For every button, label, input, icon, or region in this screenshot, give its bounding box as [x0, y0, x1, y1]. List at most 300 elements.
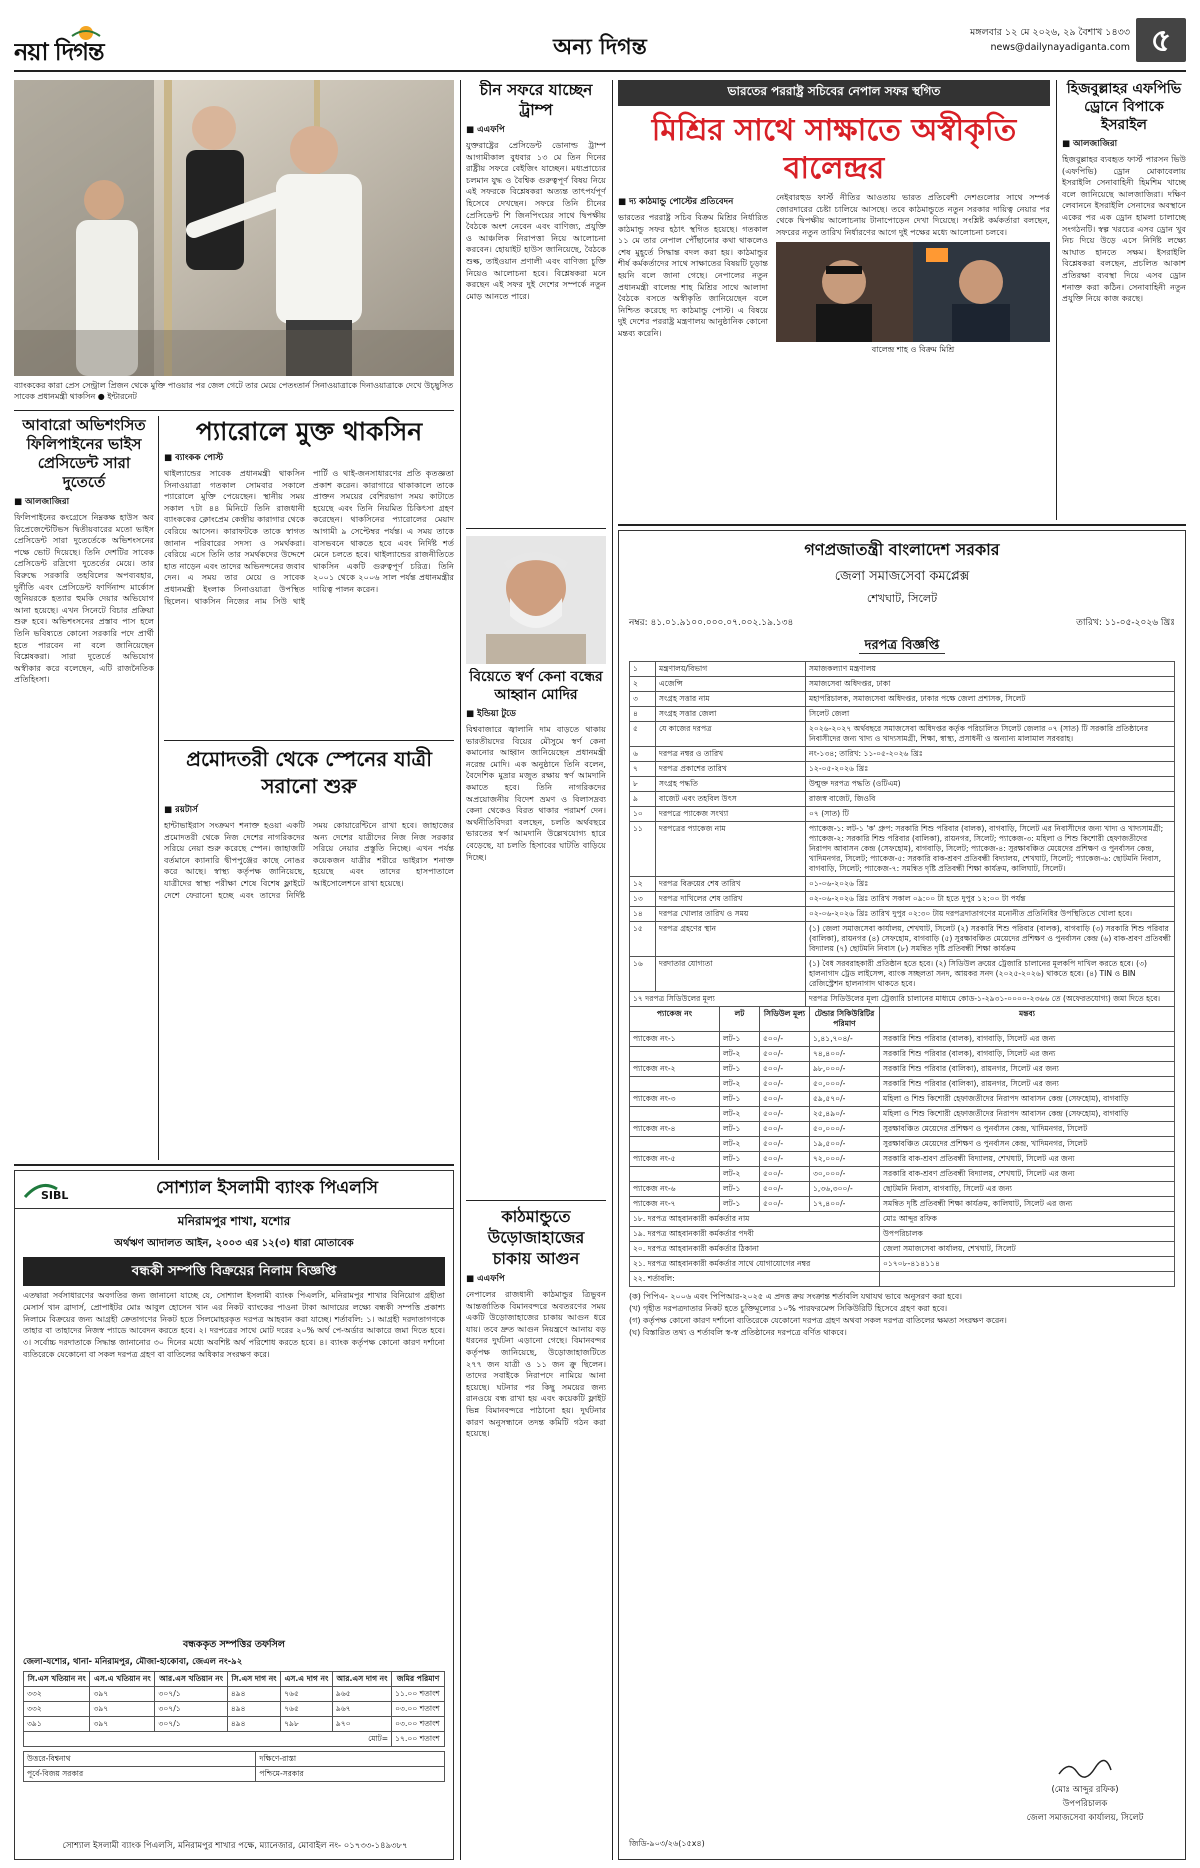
table-row [630, 747, 1175, 762]
table-cell: উপপরিচালক [880, 1227, 1175, 1242]
divider [164, 740, 454, 741]
table-cell: লট-২ [720, 1107, 760, 1122]
table-cell: সমাজকল্যাণ মন্ত্রণালয় [806, 662, 1175, 677]
trump-byline: ■ এএফপি [466, 125, 505, 135]
table-cell: মোঃ আব্দুর রফিক [880, 1212, 1175, 1227]
trump-headline: চীন সফরে যাচ্ছেন ট্রাম্প [479, 80, 593, 119]
boundary-south: দক্ষিণে-রাস্তা [256, 1752, 445, 1767]
spain-article [164, 746, 454, 1160]
table-header-cell: জমির পরিমাণ [392, 1672, 445, 1687]
table-cell: ১৯,৫০০/- [810, 1137, 880, 1152]
signer-office: জেলা সমাজসেবা কার্যালয়, সিলেট [1026, 1813, 1144, 1823]
table-cell: সরকারি বাক-শ্রবণ প্রতিবন্ধী বিদ্যালয়, শেখঘাট, সিলেট এর জন্য [880, 1167, 1175, 1182]
table-cell: ছোটমনি নিবাস, বাগবাড়ি, সিলেট এর জন্য [880, 1182, 1175, 1197]
nepal-article [618, 80, 1050, 520]
table-cell: ১২-০৫-২০২৬ খ্রিঃ [806, 762, 1175, 777]
condition-item: (খ) গৃহীত দরপত্রদাতার নিকট হতে চুক্তিমূল্যের ১০% পারফরমেন্স সিকিউরিটি হিসেবে গ্রহণ করা হবে। [629, 1304, 948, 1313]
philippines-byline-text: আলজাজিরা [25, 497, 70, 507]
tender-conditions [629, 1291, 1175, 1339]
thaksin-release-photo [14, 80, 454, 376]
table-cell: ৭৪,৪০০/- [810, 1047, 880, 1062]
table-cell: ১০ [630, 807, 656, 822]
table-cell: সুরক্ষাবঞ্চিত মেয়েদের প্রশিক্ষণ ও পুনর্বাসন কেন্দ্র, খাদিমনগর, সিলেট [880, 1122, 1175, 1137]
table-cell: ২৫,৪৯০/- [810, 1107, 880, 1122]
table-cell: লট-১ [720, 1032, 760, 1047]
table-cell: ৫ [630, 722, 656, 747]
hezbollah-byline: ■ আলজাজিরা [1062, 139, 1118, 149]
tender-govt: গণপ্রজাতন্ত্রী বাংলাদেশ সরকার [804, 540, 1000, 559]
table-cell: ৫০০/- [760, 1062, 810, 1077]
table-cell: দরদাতার যোগ্যতা [656, 957, 806, 992]
thaksin-caption-text: ব্যাংককের কারা প্রেস সেন্ট্রাল প্রিজন থেকে মুক্তি পাওয়ার পর জেল গেটে তার মেয়ে পেতংতার্ন সিনাওয়াত্রাকে দিনাওয়াত্রাকে দেখে উচ্ছ্বসিত সাবেক প্রধানমন্ত্রী থাকসিন [14, 381, 454, 401]
trump-byline-text: এএফপি [477, 125, 505, 135]
table-cell: ৯৮,০০০/- [810, 1062, 880, 1077]
sibl-header [15, 1171, 453, 1209]
tender-info-table [629, 661, 1175, 992]
thaksin-byline-text: ব্যাংকক পোস্ট [175, 453, 224, 463]
table-cell: ০৭ (সাত) টি [806, 807, 1175, 822]
kathmandu-headline: কাঠমান্ডুতে উড়োজাহাজের চাকায় আগুন [487, 1207, 585, 1268]
nepal-kicker-text: ভারতের পররাষ্ট্র সচিবের নেপাল সফর স্থগিত [727, 84, 941, 98]
table-cell: সিলেট জেলা [806, 707, 1175, 722]
nepal-byline-text: দ্য কাঠমান্ডু পোস্টের প্রতিবেদন [629, 197, 734, 207]
table-cell: ৩০৭/১ [155, 1702, 227, 1717]
divider [466, 528, 606, 529]
page-number [1136, 18, 1186, 62]
tender-title-wrap [619, 634, 1185, 657]
tender-office: জেলা সমাজসেবা কমপ্লেক্স [834, 569, 970, 584]
table-row [630, 1182, 1175, 1197]
table-cell: ১৬ [630, 957, 656, 992]
table-cell: ০৩.০০ শতাংশ [392, 1717, 445, 1732]
table-cell: মহিলা ও শিশু কিশোরী হেফাজতীদের নিরাপদ আবাসন কেন্দ্র (সেফহোম), বাগবাড়ি [880, 1092, 1175, 1107]
tender-signature-block [1005, 1758, 1165, 1825]
total-label: মোট= [24, 1732, 392, 1747]
sibl-title-text: বন্ধকী সম্পত্তি বিক্রয়ের নিলাম বিজ্ঞপ্তি [131, 1263, 337, 1279]
table-row [630, 1092, 1175, 1107]
table-row [630, 1272, 1175, 1287]
table-cell: লট-২ [720, 1137, 760, 1152]
table-cell: ০১৭০৮-৪১৪১১৪ [880, 1257, 1175, 1272]
table-cell: এজেন্সি [656, 677, 806, 692]
sibl-signature: সোশ্যাল ইসলামী ব্যাংক পিএলসি, মনিরামপুর শাখার পক্ষে, ম্যানেজার, মোবাইল নং- ০১৭৩৩-১৪৯৩৮৭ [62, 1841, 408, 1851]
sibl-logo-text: SIBL [41, 1189, 69, 1202]
total-value: ১৭.০০ শতাংশ [392, 1732, 445, 1747]
philippines-headline: আবারো অভিশংসিত ফিলিপাইনের ভাইস প্রেসিডেন্ট সারা দুতের্তে [22, 416, 146, 491]
table-cell: ৫০০/- [760, 1032, 810, 1047]
divider [460, 80, 461, 1860]
table-row [630, 877, 1175, 892]
sibl-body: এতদ্বারা সর্বসাধারণের অবগতির জন্য জানানো যাচ্ছে যে, সোশ্যাল ইসলামী ব্যাংক পিএলসি, মনিরামপুর শাখার বিনিয়োগ গ্রহীতা মেসার্স খান ব্রাদার্স, প্রোপাইটর মোঃ আবুল হোসেন খান এর নিকট ব্যাংকের পাওনা টাকা আদায়ের লক্ষ্যে বন্ধকী সম্পত্তি প্রকাশ্য নিলামে বিক্রয়ের জন্য আগ্রহী ক্রেতাগণের নিকট হতে সিলমোহরকৃত দরপত্র আহবান করা যাচ্ছে। শর্তাবলি: ১। আগ্রহী দরদাতাগণকে তাহার বা তাহাদের নিজস্ব প্যাডে আবেদন করতে হবে। ২। দরপত্রের সাথে মোট দরের ২০% অর্থ পে-অর্ডার আকারে জমা দিতে হবে। ৩। সর্বোচ্চ দরদাতাকে সিদ্ধান্ত জানানোর ৩০ দিনের মধ্যে অবশিষ্ট অর্থ পরিশোধ করতে হবে। ৪। ব্যাংক কর্তৃপক্ষ কোনো কারণ দর্শানো ব্যতিরেকে যেকোনো বা সকল দরপত্র গ্রহণ বা বাতিলের অধিকার সংরক্ষণ করে। [23, 1291, 445, 1359]
sibl-schedule-title: বন্ধককৃত সম্পত্তির তফসিল [182, 1639, 285, 1650]
table-cell: ৫০০/- [760, 1137, 810, 1152]
table-cell: প্যাকেজ নং-১ [630, 1032, 720, 1047]
fee-label: ১৭ দরপত্র সিডিউলের মূল্য [630, 992, 806, 1007]
table-cell: ০২-০৬-২০২৬ খ্রিঃ তারিখ সকাল ০৯:০০ টা হতে দুপুর ১২:০০ টা পর্যন্ত [806, 892, 1175, 907]
table-cell: ৫০০/- [760, 1092, 810, 1107]
table-cell: মহাপরিচালক, সমাজসেবা অধিদপ্তর, ঢাকার পক্ষে জেলা প্রশাসক, সিলেট [806, 692, 1175, 707]
table-cell: জেলা সমাজসেবা কার্যালয়, শেখঘাট, সিলেট [880, 1242, 1175, 1257]
divider [14, 1164, 454, 1166]
table-cell: লট-১ [720, 1182, 760, 1197]
table-cell: ৭ [630, 762, 656, 777]
table-cell: সমাজসেবা অধিদপ্তর, ঢাকা [806, 677, 1175, 692]
table-row [630, 992, 1175, 1007]
nepal-photo-caption [776, 344, 1050, 357]
table-row [630, 1152, 1175, 1167]
table-header-row [630, 1007, 1175, 1032]
table-cell: সরকারি শিশু পরিবার (বালিকা), রায়নগর, সিলেট এর জন্য [880, 1062, 1175, 1077]
table-cell: ৩৩২ [24, 1687, 90, 1702]
table-row [630, 822, 1175, 877]
table-cell: প্যাকেজ নং-৬ [630, 1182, 720, 1197]
thaksin-caption: ব্যাংককের কারা প্রেস সেন্ট্রাল প্রিজন থেকে মুক্তি পাওয়ার পর জেল গেটে তার মেয়ে পেতংতার্ন সিনাওয়াত্রাকে দিনাওয়াত্রাকে দেখে উচ্ছ্বসিত সাবেক প্রধানমন্ত্রী থাকসিন ● ইন্টারনেট [14, 381, 454, 401]
nepal-photo-caption-text: বালেন্দ্র শাহ ও বিক্রম মিশ্রি [871, 345, 955, 355]
nepal-body-right: নেইবারহুড ফার্স্ট নীতির আওতায় ভারত প্রতিবেশী দেশগুলোর সাথে সম্পর্ক জোরদারের চেষ্টা চালিয়ে আসছে। তবে কাঠমান্ডুতে নতুন সরকার দায়িত্ব নেয়ার পর থেকে দ্বিপক্ষীয় আলোচনায় টানাপোড়েন দেখা দিয়েছে। সংশ্লিষ্ট কর্মকর্তারা বলছেন, সফরের নতুন তারিখ নির্ধারণের আগে দুই পক্ষের মধ্যে আলোচনা চলবে। [776, 192, 1050, 237]
philippines-body: ফিলিপাইনের কংগ্রেসে নিম্নকক্ষ হাউস অব রিপ্রেজেন্টেটিভস দ্বিতীয়বারের মতো ভাইস প্রেসিডেন্ট সারা দুতের্তেকে অভিশংসনের পক্ষে ভোট দিয়েছে। তিনি দেশটির সাবেক প্রেসিডেন্ট রদ্রিগো দুতের্তের মেয়ে। তার বিরুদ্ধে সরকারি তহবিলের অপব্যবহার, দুর্নীতি এবং প্রেসিডেন্ট ফার্দিনান্দ মার্কোস জুনিয়রকে হত্যার হুমকি দেয়ার অভিযোগ আনা হয়েছে। এখন সিনেটে বিচার প্রক্রিয়া শুরু হবে। অভিশংসনের প্রস্তাব পাস হলে তিনি ভবিষ্যতে কোনো সরকারি পদে প্রার্থী হতে পারবেন না বলে জানিয়েছেন বিশ্লেষকরা। সারা দুতের্তে অভিযোগ অস্বীকার করে বলেছেন, এটি রাজনৈতিক প্রতিহিংসা। [14, 512, 154, 685]
table-cell: ৩৯১ [24, 1717, 90, 1732]
sibl-title [23, 1257, 445, 1286]
table-cell: ৫০০/- [760, 1182, 810, 1197]
table-cell: দরপত্র দাখিলের শেষ তারিখ [656, 892, 806, 907]
issue-date: মঙ্গলবার ১২ মে ২০২৬, ২৯ বৈশাখ ১৪৩৩ [969, 27, 1130, 38]
table-cell: লট-১ [720, 1122, 760, 1137]
table-cell: দরপত্রের প্যাকেজ নাম [656, 822, 806, 877]
sibl-schedule-table [23, 1671, 445, 1747]
table-cell: লট-১ [720, 1092, 760, 1107]
nepal-kicker [618, 80, 1050, 106]
newspaper-logo[interactable] [14, 24, 184, 64]
nepal-photo [776, 242, 1050, 342]
modi-article [466, 668, 606, 1048]
philippines-byline: ■ আলজাজিরা [14, 497, 70, 507]
table-cell: সরকারি শিশু পরিবার (বালক), বাগবাড়ি, সিলেট এর জন্য [880, 1047, 1175, 1062]
table-cell: লট-১ [720, 1062, 760, 1077]
sibl-schedule-table-wrap [23, 1671, 445, 1782]
tender-table-wrap [629, 661, 1175, 1339]
thaksin-photo-credit: ইন্টারনেট [107, 392, 137, 401]
table-cell: ৫০,০০০/- [810, 1077, 880, 1092]
table-cell: ৫০০/- [760, 1167, 810, 1182]
table-row [630, 692, 1175, 707]
tender-place: শেখঘাট, সিলেট [866, 592, 938, 605]
table-header-cell: টেন্ডার সিকিউরিটির পরিমাণ [810, 1007, 880, 1032]
table-row [630, 722, 1175, 747]
table-cell: দরপত্র প্রকাশের তারিখ [656, 762, 806, 777]
table-row [630, 1257, 1175, 1272]
table-header-cell: এস.এ খতিয়ান নং [90, 1672, 155, 1687]
table-cell: ৪৯৪ [227, 1687, 280, 1702]
table-cell: ৯৬৫ [332, 1687, 391, 1702]
table-cell: ১,৩৬,৩০০/- [810, 1182, 880, 1197]
table-row [630, 792, 1175, 807]
tender-ad-code: জিডি-৯০৩/২৬(১৫x৪) [629, 1839, 705, 1848]
table-header-cell: সি.এস দাগ নং [227, 1672, 280, 1687]
table-row [630, 892, 1175, 907]
table-cell: ৩০৭/১ [155, 1687, 227, 1702]
table-header-cell: সিডিউল মূল্য [760, 1007, 810, 1032]
kathmandu-byline-text: এএফপি [477, 1274, 505, 1284]
condition-item: (গ) কর্তৃপক্ষ কোনো কারণ দর্শানো ব্যতিরেকে যেকোনো দরপত্র গ্রহণ অথবা সকল দরপত্র বাতিলের ক্ষমতা সংরক্ষণ করেন। [629, 1316, 1007, 1325]
table-cell: ১,৪১,৭০৪/- [810, 1032, 880, 1047]
hezbollah-headline: হিজবুল্লাহর এফপিভি ড্রোনে বিপাকে ইসরাইল [1066, 81, 1182, 133]
table-cell: মহিলা ও শিশু কিশোরী হেফাজতীদের নিরাপদ আবাসন কেন্দ্র (সেফহোম), বাগবাড়ি [880, 1107, 1175, 1122]
sibl-branch: মনিরামপুর শাখা, যশোর [177, 1214, 291, 1228]
condition-item: (ক) পিপিএ- ২০০৬ এবং পিপিআর-২০২৫ এ প্রদত্ত ক্রয় সংক্রান্ত শর্তাবলি যথাযথ ভাবে অনুসরণ করা হবে। [629, 1292, 963, 1301]
divider [618, 524, 1186, 526]
table-cell: লট-২ [720, 1167, 760, 1182]
table-cell: সরকারি শিশু পরিবার (বালক), বাগবাড়ি, সিলেট এর জন্য [880, 1032, 1175, 1047]
modi-byline-text: ইন্ডিয়া টুডে [477, 709, 516, 719]
hezbollah-article [1062, 80, 1186, 520]
divider [1056, 80, 1057, 520]
table-cell: ১৪ [630, 907, 656, 922]
table-cell: ৫০০/- [760, 1047, 810, 1062]
divider [612, 80, 613, 1860]
table-row [630, 1227, 1175, 1242]
table-total-row [24, 1732, 445, 1747]
table-cell: ৮ [630, 777, 656, 792]
divider [158, 416, 159, 1160]
table-cell: সংগ্রহ পদ্ধতি [656, 777, 806, 792]
signer-title: উপপরিচালক [1062, 1799, 1108, 1809]
table-row [630, 1077, 1175, 1092]
table-cell [630, 1047, 720, 1062]
table-cell: প্যাকেজ নং-৭ [630, 1197, 720, 1212]
spain-byline: ■ রয়টার্স [164, 805, 198, 815]
table-cell: ০৩.০০ শতাংশ [392, 1702, 445, 1717]
table-cell: ৩৯৭ [90, 1702, 155, 1717]
table-cell: ৩০,০০০/- [810, 1167, 880, 1182]
divider [466, 1200, 606, 1201]
table-cell: সরকারি শিশু পরিবার (বালিকা), রায়নগর, সিলেট এর জন্য [880, 1077, 1175, 1092]
nepal-body-left: ভারতের পররাষ্ট্র সচিব বিক্রম মিশ্রির নির্ধারিত কাঠমান্ডু সফর হঠাৎ স্থগিত হয়েছে। গতকাল ১১ মে তার নেপাল পৌঁছানোর কথা থাকলেও শেষ মুহূর্তে সিদ্ধান্ত বদল করা হয়। কাঠমান্ডুর শীর্ষ কর্মকর্তাদের সাথে সাক্ষাতের বিষয়টি চূড়ান্ত হয়নি বলে জানা গেছে। নেপালের নতুন প্রধানমন্ত্রী বালেন্দ্র শাহ মিশ্রির সাথে আলাদা বৈঠকে বসতে অস্বীকৃতি জানিয়েছেন বলে নিশ্চিত করেছে দ্য কাঠমান্ডু পোস্ট। এ বিষয়ে দুই দেশের পররাষ্ট্র মন্ত্রণালয় আনুষ্ঠানিক কোনো মন্তব্য করেনি। [618, 212, 768, 338]
table-row [630, 662, 1175, 677]
table-row [630, 677, 1175, 692]
nepal-headline: মিশ্রির সাথে সাক্ষাতে অস্বীকৃতি বালেন্দ্রর [651, 113, 1017, 186]
table-row [24, 1717, 445, 1732]
table-cell: ১১ [630, 822, 656, 877]
table-cell: লট-১ [720, 1197, 760, 1212]
contact-email[interactable]: news@dailynayadiganta.com [990, 42, 1130, 53]
table-row [630, 1047, 1175, 1062]
table-row [24, 1767, 445, 1782]
table-cell: সুরক্ষাবঞ্চিত মেয়েদের প্রশিক্ষণ ও পুনর্বাসন কেন্দ্র, খাদিমনগর, সিলেট [880, 1137, 1175, 1152]
tender-memo-row [629, 615, 1175, 630]
table-cell: ৭৬৫ [281, 1702, 333, 1717]
thaksin-headline: প্যারোলে মুক্ত থাকসিন [195, 417, 423, 446]
table-cell: ০১-০৬-২০২৬ খ্রিঃ [806, 877, 1175, 892]
table-cell: ৯৬৭ [332, 1702, 391, 1717]
trump-article [466, 80, 606, 524]
tender-date: তারিখ: ১১-০৫-২০২৬ খ্রিঃ [1076, 618, 1175, 628]
table-cell: ১ [630, 662, 656, 677]
table-row [630, 1122, 1175, 1137]
thaksin-photo [14, 80, 454, 376]
modi-photo [466, 536, 606, 664]
table-cell: সংগ্রহ সত্তার নাম [656, 692, 806, 707]
table-cell: ৭৯৮ [281, 1717, 333, 1732]
kathmandu-byline: ■ এএফপি [466, 1274, 505, 1284]
table-cell: ৩৩২ [24, 1702, 90, 1717]
boundary-west: পশ্চিমে-সরকার [256, 1767, 445, 1782]
divider [14, 410, 454, 411]
nepal-byline: ■ দ্য কাঠমান্ডু পোস্টের প্রতিবেদন [618, 197, 734, 207]
sibl-logo[interactable] [21, 1177, 77, 1203]
modi-byline: ■ ইন্ডিয়া টুডে [466, 709, 516, 719]
spain-byline-text: রয়টার্স [175, 805, 198, 815]
table-cell: উন্মুক্ত দরপত্র পদ্ধতি (ওটিএম) [806, 777, 1175, 792]
table-cell: (১) বৈধ সরবরাহকারী প্রতিষ্ঠান হতে হবে। (২) সিডিউল ক্রয়ের ট্রেজারি চালানের মূলকপি দাখিল করতে হবে। (৩) হালনাগাদ ট্রেড লাইসেন্স, ব্যাংক সচ্ছলতা সনদ, আয়কর সনদ (২০২৫-২০২৬) থাকতে হবে। (৪) TIN ও BIN রেজিস্ট্রেশন হালনাগাদ থাকতে হবে। [806, 957, 1175, 992]
table-cell: ৭২,০০০/- [810, 1152, 880, 1167]
table-row [24, 1687, 445, 1702]
table-header-cell: প্যাকেজ নং [630, 1007, 720, 1032]
table-cell: সংগ্রহ সত্তার জেলা [656, 707, 806, 722]
table-row [630, 907, 1175, 922]
hezbollah-body: হিজবুল্লাহর ব্যবহৃত ফার্স্ট পারসন ভিউ (এফপিভি) ড্রোন মোকাবেলায় ইসরাইলি সেনাবাহিনী হিমশিম খাচ্ছে বলে জানিয়েছে আলজাজিরা। দক্ষিণ লেবাননে ইসরাইলি সেনাদের অবস্থানে একের পর এক ড্রোন হামলা চালাচ্ছে সংগঠনটি। স্বল্প খরচের এসব ড্রোন খুব নিচ দিয়ে উড়ে এসে নির্দিষ্ট লক্ষ্যে আঘাত হানতে সক্ষম। ইসরাইলি বিশ্লেষকরা বলছেন, প্রচলিত আকাশ প্রতিরক্ষা ব্যবস্থা দিয়ে এসব ড্রোন শনাক্ত করা কঠিন। সেনাবাহিনী নতুন প্রযুক্তি নিয়ে কাজ করছে। [1062, 154, 1186, 304]
tender-memo: নম্বর: ৪১.০১.৯১০০.০০০.০৭.০০২.১৯.১৩৪ [629, 618, 794, 628]
table-row [630, 762, 1175, 777]
spain-body: হান্টাভাইরাস সংক্রমণ শনাক্ত হওয়া একটি প্রমোদতরী থেকে নিজ দেশের নাগরিকদের সরিয়ে নেয়া শুরু করেছে স্পেন। জাহাজটি বর্তমানে ক্যানারি দ্বীপপুঞ্জের কাছে নোঙর করে আছে। স্বাস্থ্য কর্তৃপক্ষ জানিয়েছে, যাত্রীদের স্বাস্থ্য পরীক্ষা শেষে বিশেষ ফ্লাইটে দেশে ফেরানো হচ্ছে এবং তাদের নির্দিষ্ট সময় কোয়ারেন্টিনে রাখা হবে। জাহাজের অন্য দেশের যাত্রীদের নিজ নিজ সরকার সরিয়ে নেয়ার প্রস্তুতি নিচ্ছে। এখন পর্যন্ত কয়েকজন যাত্রীর শরীরে ভাইরাস শনাক্ত হয়েছে এবং তাদের হাসপাতালে আইসোলেশনে রাখা হয়েছে। [164, 820, 454, 900]
table-cell: ১৭,৪০০/- [810, 1197, 880, 1212]
table-cell: নং-১৩৪; তারিখ: ১১-০৫-২০২৬ খ্রিঃ [806, 747, 1175, 762]
table-row [630, 1212, 1175, 1227]
sibl-boundary-table [23, 1751, 445, 1782]
table-cell: ৩৯৭ [90, 1687, 155, 1702]
table-cell: প্যাকেজ-১: লট-১ 'ক' গ্রুপ: সরকারি শিশু পরিবার (বালক), বাগবাড়ি, সিলেট এর নিবাসীদের জন্য খাদ্য ও খাদ্যসামগ্রী; প্যাকেজ-২: সরকারি শিশু পরিবার (বালিকা), রায়নগর, সিলেট; প্যাকেজ-৩: মহিলা ও শিশু কিশোরী হেফাজতীদের নিরাপদ আবাসন কেন্দ্র (সেফহোম), বাগবাড়ি, সিলেট; প্যাকেজ-৪: সুরক্ষাবঞ্চিত মেয়েদের প্রশিক্ষণ ও পুনর্বাসন কেন্দ্র, খাদিমনগর, সিলেট; প্যাকেজ-৫: সরকারি বাক-শ্রবণ প্রতিবন্ধী বিদ্যালয়, শেখঘাট, সিলেট; প্যাকেজ-৬: ছোটমনি নিবাস, বাগবাড়ি, সিলেট; প্যাকেজ-৭: সমন্বিত দৃষ্টি প্রতিবন্ধী শিক্ষা কার্যক্রম, কালিঘাট, সিলেট। [806, 822, 1175, 877]
section-title: অন্য দিগন্ত [553, 34, 647, 60]
signature-icon [1055, 1758, 1115, 1780]
philippines-article [14, 416, 154, 1160]
table-cell: দরপত্র বিক্রয়ের শেষ তারিখ [656, 877, 806, 892]
table-cell: ৪ [630, 707, 656, 722]
table-cell: সরকারি বাক-শ্রবণ প্রতিবন্ধী বিদ্যালয়, শেখঘাট, সিলেট এর জন্য [880, 1152, 1175, 1167]
table-cell: প্যাকেজ নং-৩ [630, 1092, 720, 1107]
modi-body: বিশ্ববাজারে জ্বালানি দাম বাড়তে থাকায় ভারতীয়দের বিয়ের মৌসুমে স্বর্ণ কেনা কমানোর আহ্বান জানিয়েছেন প্রধানমন্ত্রী নরেন্দ্র মোদি। এক অনুষ্ঠানে তিনি বলেন, বৈদেশিক মুদ্রার মজুত রক্ষায় স্বর্ণ আমদানি কমাতে হবে। তিনি নাগরিকদের অপ্রয়োজনীয় বিদেশ ভ্রমণ ও বিলাসদ্রব্য কেনা থেকেও বিরত থাকার পরামর্শ দেন। অর্থনীতিবিদরা বলছেন, চলতি অর্থবছরে ভারতের স্বর্ণ আমদানি উল্লেখযোগ্য হারে বেড়েছে, যা চলতি হিসাবের ঘাটতি বাড়িয়ে দিচ্ছে। [466, 724, 606, 862]
tender-notice [618, 530, 1186, 1860]
table-header-cell: মন্তব্য [880, 1007, 1175, 1032]
table-cell: দরপত্রে প্যাকেজ সংখ্যা [656, 807, 806, 822]
modi-headline: বিয়েতে স্বর্ণ কেনা বন্ধের আহ্বান মোদির [469, 669, 603, 703]
hezbollah-byline-text: আলজাজিরা [1073, 139, 1118, 149]
table-header-cell: সি.এস খতিয়ান নং [24, 1672, 90, 1687]
table-cell: ৫০০/- [760, 1152, 810, 1167]
table-cell: ১৯. দরপত্র আহবানকারী কর্মকর্তার পদবী [630, 1227, 880, 1242]
table-cell: লট-২ [720, 1077, 760, 1092]
table-cell: ১২ [630, 877, 656, 892]
table-row [630, 1062, 1175, 1077]
table-cell: ৫০০/- [760, 1077, 810, 1092]
table-cell: ২ [630, 677, 656, 692]
sibl-law: অর্থঋণ আদালত আইন, ২০০৩ এর ১২(৩) ধারা মোতাবেক [114, 1238, 354, 1249]
masthead-rule [14, 70, 1186, 72]
table-cell [630, 1107, 720, 1122]
table-cell: ২২. শর্তাবলি: [630, 1272, 880, 1287]
table-cell: প্যাকেজ নং-৪ [630, 1122, 720, 1137]
table-cell: ২০. দরপত্র আহবানকারী কর্মকর্তার ঠিকানা [630, 1242, 880, 1257]
table-header-cell: এস.এ দাগ নং [281, 1672, 333, 1687]
table-row [630, 1242, 1175, 1257]
table-cell: দরপত্র নম্বর ও তারিখ [656, 747, 806, 762]
spain-headline: প্রমোদতরী থেকে স্পেনের যাত্রী সরানো শুরু [186, 747, 432, 798]
table-row [630, 807, 1175, 822]
table-row [630, 1032, 1175, 1047]
table-header-cell: লট [720, 1007, 760, 1032]
thaksin-byline: ■ ব্যাংকক পোস্ট [164, 453, 224, 463]
table-row [630, 957, 1175, 992]
tender-title: দরপত্র বিজ্ঞপ্তি [859, 638, 946, 654]
table-row [24, 1752, 445, 1767]
modi-portrait [466, 536, 606, 664]
signer-name: (মোঃ আব্দুর রফিক) [1051, 1785, 1119, 1795]
table-cell: ৩৯৭ [90, 1717, 155, 1732]
sibl-schedule-head: জেলা-যশোর, থানা- মনিরামপুর, মৌজা-হাকোবা, জেএল নং-৯২ [23, 1657, 243, 1667]
table-cell: যে কাজের দরপত্র [656, 722, 806, 747]
table-header-cell: আর.এস খতিয়ান নং [155, 1672, 227, 1687]
table-cell: ৪৯৪ [227, 1702, 280, 1717]
table-cell [880, 1272, 1175, 1287]
table-row [630, 1197, 1175, 1212]
nepal-body-row [618, 192, 1050, 357]
table-cell: প্যাকেজ নং-২ [630, 1062, 720, 1077]
table-cell [630, 1137, 720, 1152]
table-cell: ১৫ [630, 922, 656, 957]
table-cell: ২০২৬-২০২৭ অর্থবছরে সমাজসেবা অধিদপ্তর কর্তৃক পরিচালিত সিলেট জেলার ০৭ (সাত) টি সরকারি প্রতিষ্ঠানের নিবাসীদের জন্য খাদ্য ও খাদ্যসামগ্রী, শিক্ষা, স্বাস্থ্য, প্রসাধনী ও অন্যান্য মালামাল সরবরাহ। [806, 722, 1175, 747]
table-cell: ৫০০/- [760, 1197, 810, 1212]
table-cell: মন্ত্রণালয়/বিভাগ [656, 662, 806, 677]
logo-text: নয়া দিগন্ত [14, 37, 104, 64]
table-cell: ১৮. দরপত্র আহবানকারী কর্মকর্তার নাম [630, 1212, 880, 1227]
tender-package-table [629, 1006, 1175, 1212]
table-cell: ৫০০/- [760, 1107, 810, 1122]
thaksin-article [164, 416, 454, 736]
fee-note: দরপত্র সিডিউলের মূল্য ট্রেজারি চালানের মাধ্যমে কোড-১-২৯৩১-০০০০-২৩৬৬ তে (অফেরতযোগ্য) জমা দিতে হবে। [806, 992, 1175, 1007]
table-cell: ৯ [630, 792, 656, 807]
table-cell: দরপত্র গ্রহণের স্থান [656, 922, 806, 957]
table-cell: লট-১ [720, 1152, 760, 1167]
tender-tail-table [629, 1211, 1175, 1287]
thaksin-body: থাইল্যান্ডের সাবেক প্রধানমন্ত্রী থাকসিন সিনাওয়াত্রা গতকাল সোমবার সকালে প্যারোলে মুক্তি পেয়েছেন। স্থানীয় সময় সকাল ৭টা ৪৪ মিনিটে তিনি রাজধানী ব্যাংককের ক্লোংপ্রেম কেন্দ্রীয় কারাগার থেকে বেরিয়ে আসেন। কারাফটকে তাকে স্বাগত জানান পরিবারের সদস্য ও সমর্থকরা। বেরিয়ে এসে তিনি তার সমর্থকদের উদ্দেশে হাত নাড়েন এবং তাদের অভিনন্দনের জবাব দেন। এ সময় তার মেয়ে ও সাবেক প্রধানমন্ত্রী ইংলাক সিনাওয়াত্রা উপস্থিত ছিলেন। থাকসিন নিজের নাম সিউ থাই পার্টি ও থাই-জনসাধারণের প্রতি কৃতজ্ঞতা প্রকাশ করেন। কারাগারে থাকাকালে তাকে প্রাক্তন সময়ের বেশিরভাগ সময় কাটাতে হয়েছে এবং তিনি নিয়মিত চিকিৎসা গ্রহণ করেছেন। থাকসিনের প্যারোলের মেয়াদ আগামী ৯ সেপ্টেম্বর পর্যন্ত। এ সময় তাকে বাসভবনে থাকতে হবে এবং নির্দিষ্ট শর্ত মেনে চলতে হবে। থাইল্যান্ডের রাজনীতিতে থাকসিন একটি গুরুত্বপূর্ণ চরিত্র। তিনি ২০০১ থেকে ২০০৬ সাল পর্যন্ত প্রধানমন্ত্রীর দায়িত্ব পালন করেন। [164, 468, 454, 606]
table-row [630, 1167, 1175, 1182]
table-cell: ৫৯,৫৭০/- [810, 1092, 880, 1107]
table-row [630, 922, 1175, 957]
table-cell: ২১. দরপত্র আহবানকারী কর্মকর্তার সাথে যোগাযোগের নম্বর [630, 1257, 880, 1272]
table-cell: ০২-০৬-২০২৬ খ্রিঃ তারিখ দুপুর ০২:৩০ টায় দরপত্রদাতাগণের মনোনীত প্রতিনিধির উপস্থিতিতে খোলা হবে। [806, 907, 1175, 922]
table-cell: ৫০০/- [760, 1122, 810, 1137]
kathmandu-body: নেপালের রাজধানী কাঠমান্ডুর ত্রিভুবন আন্তর্জাতিক বিমানবন্দরে অবতরণের সময় একটি উড়োজাহাজের চাকায় আগুন ধরে যায়। তবে দ্রুত আগুন নিয়ন্ত্রণে আনায় বড় ধরনের দুর্ঘটনা এড়ানো গেছে। বিমানবন্দর কর্তৃপক্ষ জানিয়েছে, উড়োজাহাজটিতে ২৭৭ জন যাত্রী ও ১১ জন ক্রু ছিলেন। তাদের সবাইকে নিরাপদে নামিয়ে আনা হয়েছে। ঘটনার পর কিছু সময়ের জন্য রানওয়ে বন্ধ রাখা হয় এবং কয়েকটি ফ্লাইট ভিন্ন বিমানবন্দরে পাঠানো হয়। দুর্ঘটনার কারণ অনুসন্ধানে তদন্ত কমিটি গঠন করা হয়েছে। [466, 1289, 606, 1439]
table-cell: দরপত্র খোলার তারিখ ও সময় [656, 907, 806, 922]
table-row [630, 1137, 1175, 1152]
boundary-east: পূর্বে-বিজয় সরকার [24, 1767, 256, 1782]
table-row [630, 1107, 1175, 1122]
balen-misri-photo [776, 242, 1050, 342]
table-cell: প্যাকেজ নং-৫ [630, 1152, 720, 1167]
table-cell: ৬ [630, 747, 656, 762]
table-cell: বাজেট এবং তহবিল উৎস [656, 792, 806, 807]
table-row [630, 777, 1175, 792]
table-row [630, 707, 1175, 722]
table-cell: সমন্বিত দৃষ্টি প্রতিবন্ধী শিক্ষা কার্যক্রম, কালিঘাট, সিলেট এর জন্য [880, 1197, 1175, 1212]
table-cell [630, 1077, 720, 1092]
table-cell: ৭৬৫ [281, 1687, 333, 1702]
table-cell: রাজস্ব বাজেট, জিওবি [806, 792, 1175, 807]
nepal-left-col [618, 192, 768, 357]
table-cell: ১৩ [630, 892, 656, 907]
table-cell: লট-২ [720, 1047, 760, 1062]
table-cell: ৩০৭/১ [155, 1717, 227, 1732]
tender-fee-table [629, 991, 1175, 1007]
table-cell: ১১.০০ শতাংশ [392, 1687, 445, 1702]
